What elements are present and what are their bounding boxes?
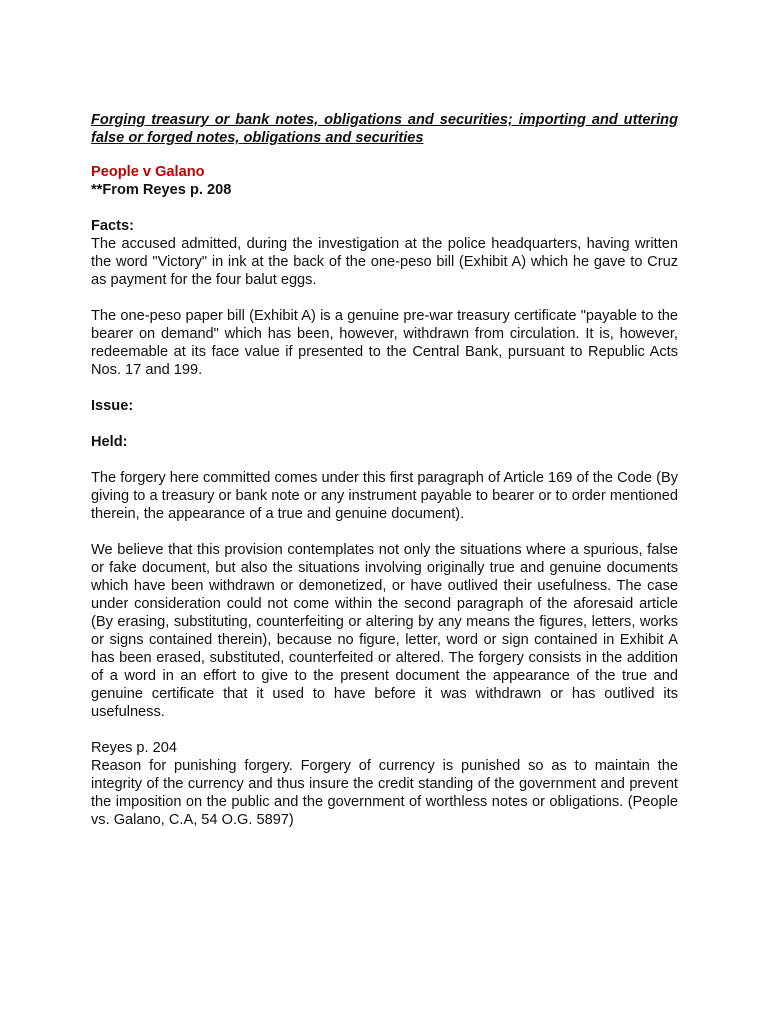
facts-paragraph-2: The one-peso paper bill (Exhibit A) is a genuine pre-war treasury certificate "payable to the bearer on demand" which has been, however, withdrawn from circulation. It is, however, redeemable at its face value if presented to the Central Bank, pursuant to Republic Acts Nos. 17 and 199.: [91, 308, 678, 378]
held-label: Held:: [91, 434, 128, 450]
document-body: [91, 111, 678, 829]
document-heading: Forging treasury or bank notes, obligations and securities; importing and uttering false or forged notes, obligations and securities: [91, 112, 678, 146]
source-reference: **From Reyes p. 208: [91, 182, 232, 198]
reyes-reference: Reyes p. 204: [91, 740, 177, 756]
held-paragraph-1: The forgery here committed comes under this first paragraph of Article 169 of the Code (By giving to a treasury or bank note or any instrument payable to bearer or to order mentioned therein, the appearance of a true and genuine document).: [91, 470, 678, 522]
case-name: People v Galano: [91, 164, 205, 180]
facts-label: Facts:: [91, 218, 134, 234]
reyes-paragraph: Reason for punishing forgery. Forgery of currency is punished so as to maintain the integrity of the currency and thus insure the credit standing of the government and prevent the imposition on the public and the government of worthless notes or obligations. (People vs. Galano, C.A, 54 O.G. 5897): [91, 758, 678, 828]
issue-label: Issue:: [91, 398, 134, 414]
facts-paragraph-1: The accused admitted, during the investigation at the police headquarters, having written the word "Victory" in ink at the back of the one-peso bill (Exhibit A) which he gave to Cruz as payment for the four balut eggs.: [91, 236, 678, 288]
held-paragraph-2: We believe that this provision contemplates not only the situations where a spurious, false or fake document, but also the situations involving originally true and genuine documents which have been withdrawn or demonetized, or have outlived their usefulness. The case under consideration could not come within the second paragraph of the aforesaid article (By erasing, substituting, counterfeiting or altering by any means the figures, letters, works or signs contained therein), because no figure, letter, word or sign contained in Exhibit A has been erased, substituted, counterfeited or altered. The forgery consists in the addition of a word in an effort to give to the present document the appearance of the true and genuine certificate that it used to have before it was withdrawn or has outlived its usefulness.: [91, 542, 678, 720]
